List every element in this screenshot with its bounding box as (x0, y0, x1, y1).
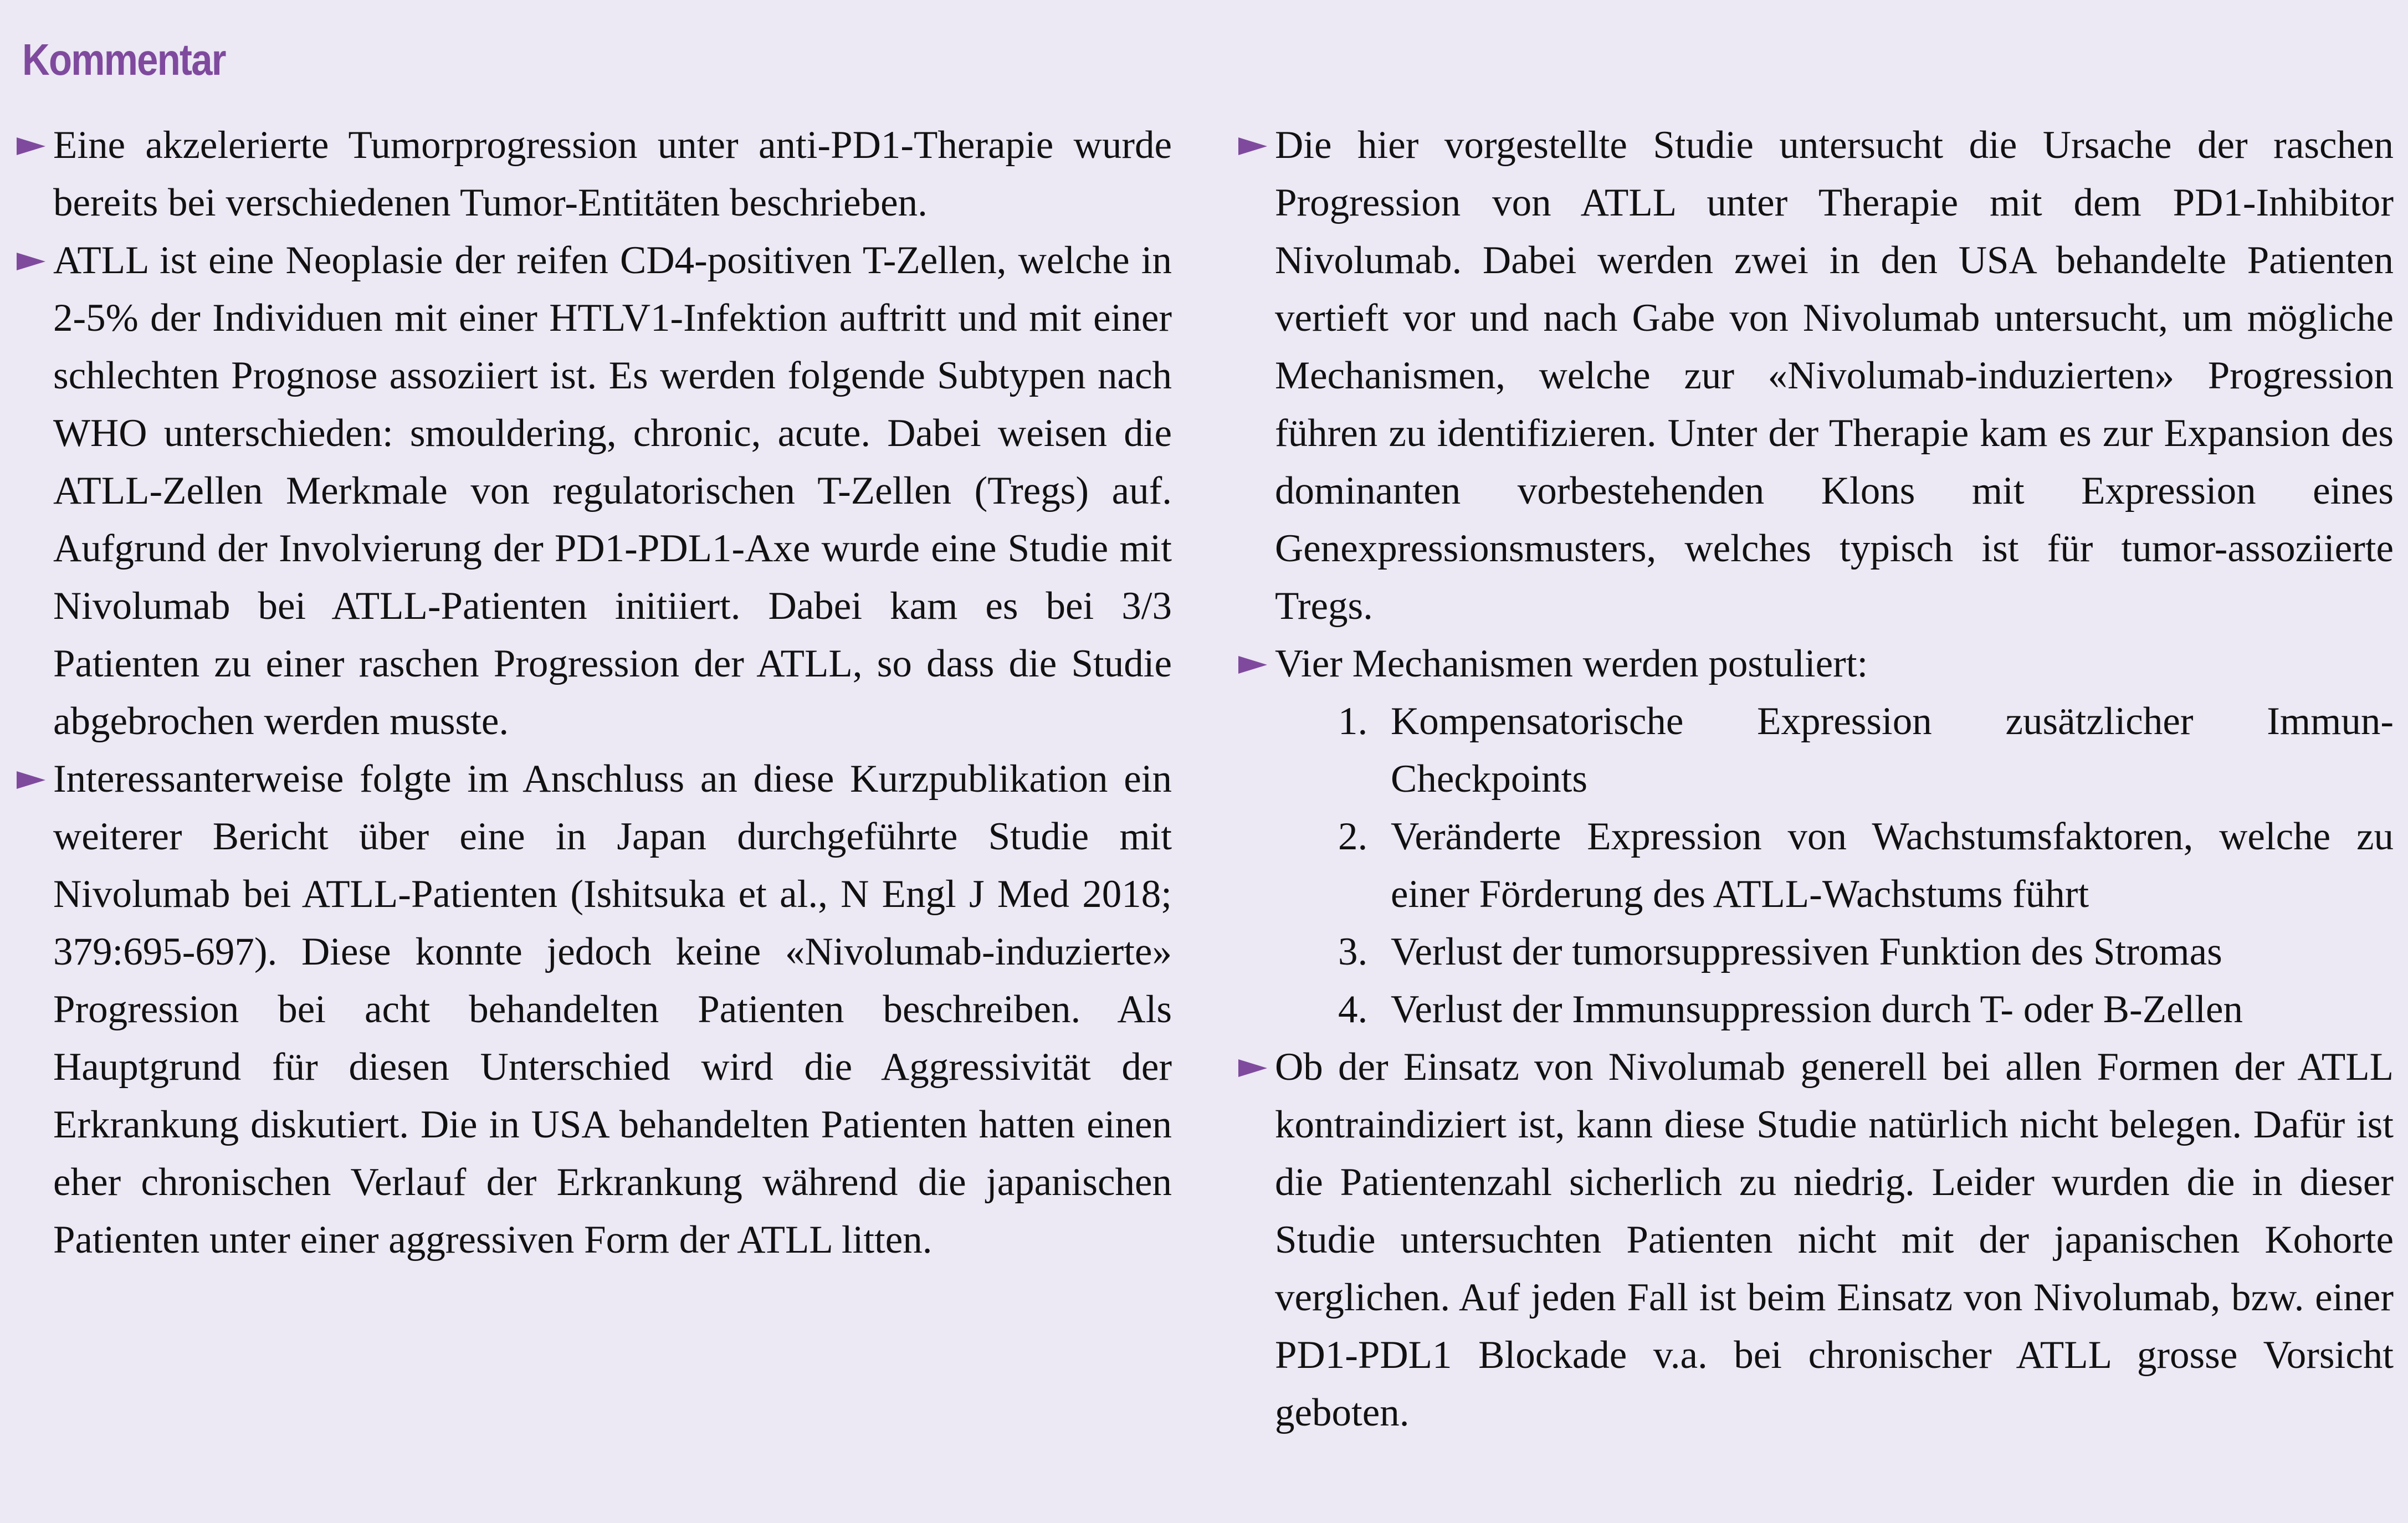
triangle-right-icon (17, 771, 45, 789)
item-text: Veränderte Expression von Wachstumsfaktoren, welche zu einer Förderung des ATLL-Wachstums führt (1391, 815, 2394, 916)
bullet-paragraph (1238, 1038, 2394, 1442)
bullet-paragraph (17, 750, 1172, 1269)
mechanism-item (1238, 923, 2394, 981)
bullet-text: Interessanterweise folgte im Anschluss an diese Kurzpublikation ein weiterer Bericht über eine in Japan durchgeführte Studie mit Nivolumab bei ATLL-Patienten (Ishitsuka et al., N Engl J Med 2018; 379:695-697). Diese konnte jedoch keine «Nivolumab-induzierte» Progression bei acht behandelten Patienten beschreiben. Als Hauptgrund für diesen Unterschied wird die Aggressivität der Erkrankung diskutiert. Die in USA behandelten Patienten hatten einen eher chronischen Verlauf der Erkrankung während die japanischen Patienten unter einer aggressiven Form der ATLL litten. (53, 757, 1172, 1262)
item-text: Verlust der Immunsuppression durch T- oder B-Zellen (1391, 988, 2243, 1031)
bullet-text: Eine akzelerierte Tumorprogression unter anti-PD1-Therapie wurde bereits bei verschiedenen Tumor-Entitäten beschrieben. (53, 124, 1172, 224)
item-text: Kompensatorische Expression zusätzlicher Immun-Checkpoints (1391, 700, 2394, 801)
triangle-right-icon (1238, 137, 1267, 155)
triangle-right-icon (17, 253, 45, 270)
item-text: Verlust der tumorsuppressiven Funktion des Stromas (1391, 930, 2222, 973)
bullet-paragraph (1238, 635, 2394, 693)
triangle-right-icon (1238, 1059, 1267, 1077)
triangle-right-icon (17, 137, 45, 155)
right-column (1238, 116, 2394, 1442)
item-number: 4. (1338, 988, 1368, 1031)
left-column (17, 116, 1172, 1269)
item-number: 3. (1338, 930, 1368, 973)
bullet-text: Vier Mechanismen werden postuliert: (1275, 642, 1868, 685)
triangle-right-icon (1238, 656, 1267, 674)
item-number: 2. (1338, 815, 1368, 858)
mechanism-item (1238, 693, 2394, 808)
bullet-paragraph (1238, 116, 2394, 635)
mechanisms-list (1238, 693, 2394, 1038)
bullet-paragraph (17, 232, 1172, 750)
bullet-text: ATLL ist eine Neoplasie der reifen CD4-positiven T-Zellen, welche in 2-5% der Individuen mit einer HTLV1-Infektion auftritt und mit einer schlechten Prognose assoziiert ist. Es werden folgende Subtypen nach WHO unterschieden: smouldering, chronic, acute. Dabei weisen die ATLL-Zellen Merkmale von regulatorischen T-Zellen (Tregs) auf. Aufgrund der Involvierung der PD1-PDL1-Axe wurde eine Studie mit Nivolumab bei ATLL-Patienten initiiert. Dabei kam es bei 3/3 Patienten zu einer raschen Progression der ATLL, so dass die Studie abgebrochen werden musste. (53, 239, 1172, 743)
mechanism-item (1238, 808, 2394, 923)
bullet-paragraph (17, 116, 1172, 232)
section-title: Kommentar (22, 35, 226, 84)
bullet-text: Die hier vorgestellte Studie untersucht die Ursache der raschen Progression von ATLL unter Therapie mit dem PD1-Inhibitor Nivolumab. Dabei werden zwei in den USA behandelte Patienten vertieft vor und nach Gabe von Nivolumab untersucht, um mögliche Mechanismen, welche zur «Nivolumab-induzierten» Progression führen zu identifizieren. Unter der Therapie kam es zur Expansion des dominanten vorbestehenden Klons mit Expression eines Genexpressionsmusters, welches typisch ist für tumor-assoziierte Tregs. (1275, 124, 2394, 628)
mechanism-item (1238, 981, 2394, 1038)
bullet-text: Ob der Einsatz von Nivolumab generell bei allen Formen der ATLL kontraindiziert ist, kann diese Studie natürlich nicht belegen. Dafür ist die Patientenzahl sicherlich zu niedrig. Leider wurden die in dieser Studie untersuchten Patienten nicht mit der japanischen Kohorte verglichen. Auf jeden Fall ist beim Einsatz von Nivolumab, bzw. einer PD1-PDL1 Blockade v.a. bei chronischer ATLL grosse Vorsicht geboten. (1275, 1045, 2394, 1434)
item-number: 1. (1338, 700, 1368, 743)
